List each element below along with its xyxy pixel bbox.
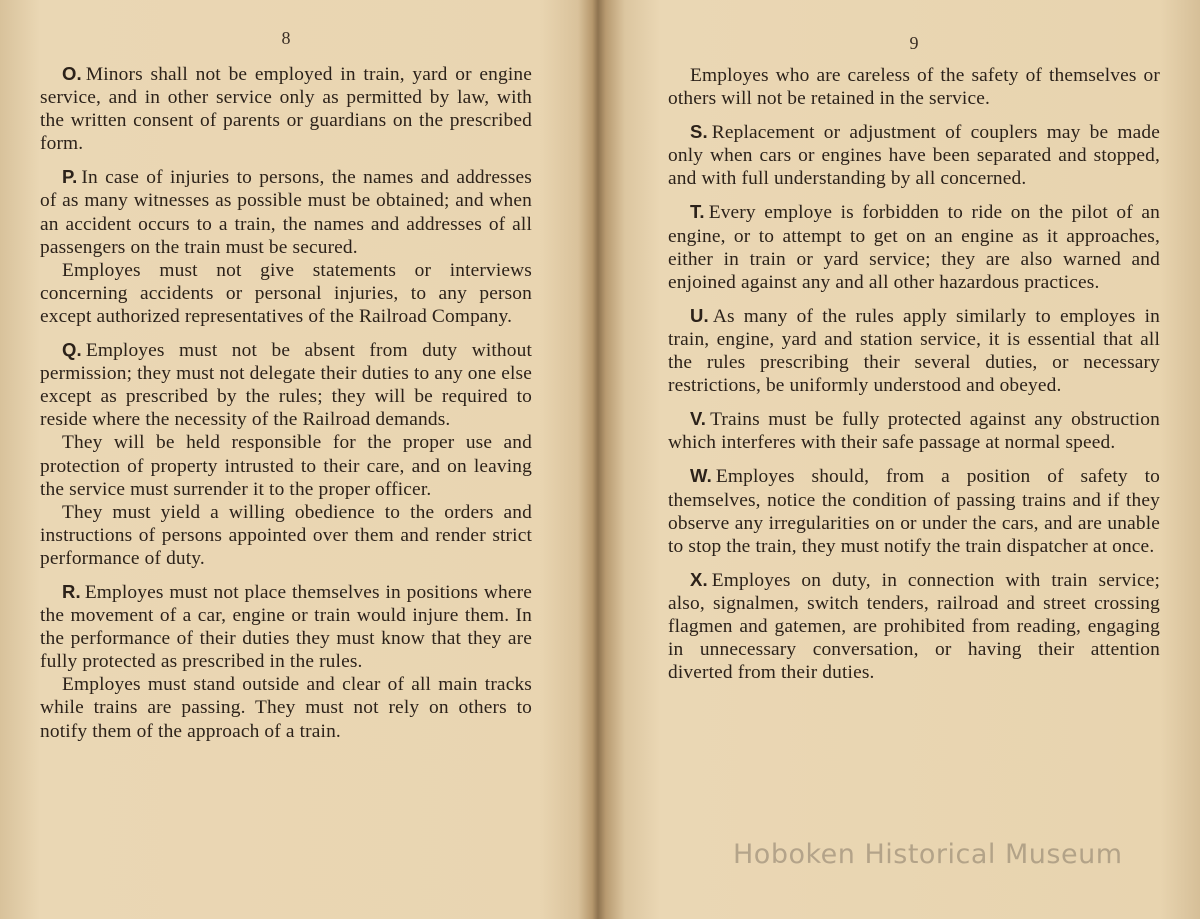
rule-s-paragraph [668, 120, 1160, 190]
rule-text: Minors shall not be employed in train, yard or engine service, and in other service only as permitted by law, with the written consent of parents or guardians on the prescribed form. [40, 64, 532, 155]
rule-text: As many of the rules apply similarly to employes in train, engine, yard and station service, it is essential that all the rules prescribing their several duties, or necessary restrictions, be uniformly understood and obeyed. [668, 305, 1160, 397]
rule-r-final-paragraph [668, 64, 1160, 110]
rule-text: Trains must be fully protected against any obstruction which interferes with their safe passage at normal speed. [668, 409, 1160, 454]
rule-w-paragraph [668, 464, 1160, 557]
rule-text: Replacement or adjustment of couplers may be made only when cars or engines have been separated and stopped, and with full understanding by all concerned. [668, 122, 1160, 190]
rule-text: Employes should, from a position of safety to themselves, notice the condition of passing trains and if they observe any irregularities on or under the cars, and are unable to stop the train, they must notify the train dispatcher at once. [668, 466, 1160, 557]
rule-text: Employes must not be absent from duty without permission; they must not delegate their duties to any one else except as prescribed by the rules; they will be required to reside where the necessity of the Railroad demands. [40, 340, 532, 431]
rule-p-paragraph [40, 165, 532, 258]
rule-label: O. [62, 63, 82, 84]
rule-label: T. [690, 201, 705, 223]
rule-label: V. [690, 408, 707, 430]
museum-watermark: Hoboken Historical Museum [733, 839, 1123, 870]
rule-text: Employes who are careless of the safety of themselves or others will not be retained in the service. [668, 65, 1160, 110]
rule-label: R. [62, 580, 81, 602]
rule-text: Employes on duty, in connection with train service; also, signalmen, switch tenders, railroad and street crossing flagmen and gatemen, are prohibited from reading, engaging in unnecessary conversation, or having their attention diverted from their duties. [668, 569, 1160, 684]
rule-q-paragraph [40, 338, 532, 431]
rule-q-continuation-2 [40, 501, 532, 570]
rule-text: They must yield a willing obedience to the orders and instructions of persons appointed over them and render strict performance of duty. [40, 501, 532, 569]
right-page [668, 0, 1160, 919]
rule-text: Employes must not give statements or interviews concerning accidents or personal injuries, to any person except authorized representatives of the Railroad Company. [40, 259, 532, 327]
rule-q-continuation-1 [40, 431, 532, 500]
rule-label: S. [690, 121, 708, 143]
rule-label: X. [690, 568, 708, 590]
left-page [40, 0, 532, 919]
rule-x-paragraph [668, 568, 1160, 684]
rule-text: Every employe is forbidden to ride on the pilot of an engine, or to attempt to get on an engine as it approaches, either in train or yard service; they are also warned and enjoined against any and all other hazardous practices. [668, 202, 1160, 293]
rule-label: Q. [62, 339, 82, 361]
rule-r-continuation [40, 673, 532, 742]
rule-p-continuation [40, 259, 532, 328]
right-page-number: 9 [909, 33, 919, 53]
rule-label: W. [690, 465, 712, 487]
rule-label: U. [690, 304, 709, 326]
rule-text: In case of injuries to persons, the names and addresses of as many witnesses as possible must be obtained; and when an accident occurs to a train, the names and addresses of all passengers on the train must be secured. [40, 167, 532, 258]
rule-u-paragraph [668, 304, 1160, 397]
rule-text: Employes must not place themselves in positions where the movement of a car, engine or train would injure them. In the performance of their duties they must know that they are fully protected as prescribed in the rules. [40, 581, 532, 673]
rule-o-paragraph [40, 62, 532, 155]
rule-text: Employes must stand outside and clear of all main tracks while trains are passing. They must not rely on others to notify them of the approach of a train. [40, 674, 532, 742]
rule-t-paragraph [668, 200, 1160, 293]
rule-label: P. [62, 166, 78, 188]
left-page-number: 8 [281, 28, 291, 48]
rule-text: They will be held responsible for the proper use and protection of property intrusted to their care, and on leaving the service must surrender it to the proper officer. [40, 432, 532, 500]
rule-r-paragraph [40, 580, 532, 673]
rule-v-paragraph [668, 407, 1160, 454]
